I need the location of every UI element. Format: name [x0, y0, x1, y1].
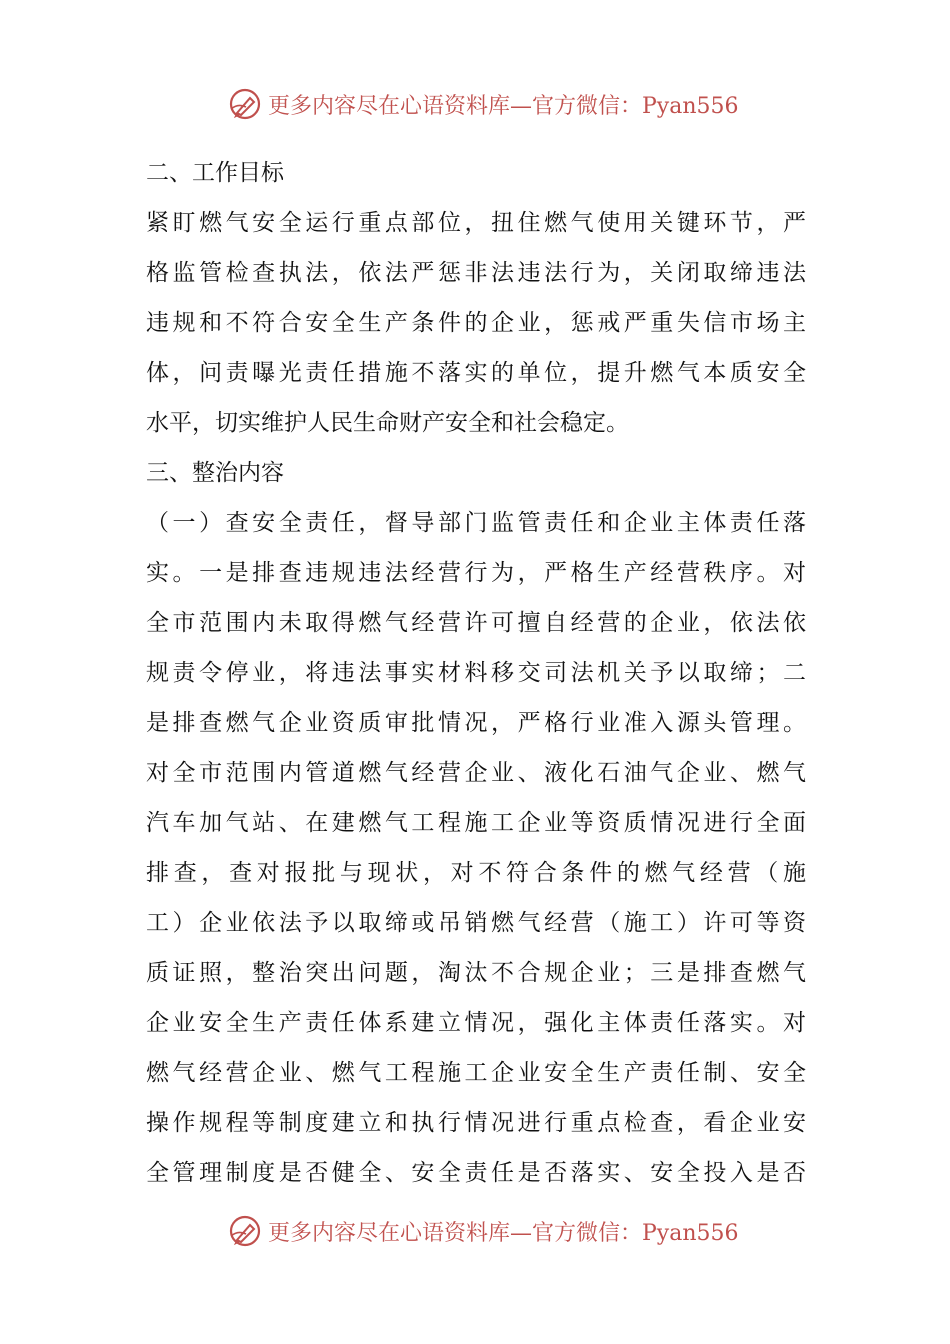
paragraph-line: 燃气经营企业、燃气工程施工企业安全生产责任制、安全 — [146, 1060, 806, 1086]
paragraph-line: 对全市范围内管道燃气经营企业、液化石油气企业、燃气 — [146, 760, 806, 786]
paragraph-line: 体，问责曝光责任措施不落实的单位，提升燃气本质安全 — [146, 360, 806, 386]
paragraph-line: 汽车加气站、在建燃气工程施工企业等资质情况进行全面 — [146, 810, 806, 836]
paragraph-line: 紧盯燃气安全运行重点部位，扭住燃气使用关键环节，严 — [146, 210, 806, 236]
header-banner-text: 更多内容尽在心语资料库—官方微信：Pyan556 — [268, 93, 739, 119]
paragraph-line: （一）查安全责任，督导部门监管责任和企业主体责任落 — [146, 510, 806, 536]
paragraph-line: 全管理制度是否健全、安全责任是否落实、安全投入是否 — [146, 1160, 806, 1186]
section-heading: 三、整治内容 — [146, 460, 284, 486]
paragraph-line: 排查，查对报批与现状，对不符合条件的燃气经营（施 — [146, 860, 806, 886]
paragraph-line: 操作规程等制度建立和执行情况进行重点检查，看企业安 — [146, 1110, 806, 1136]
paragraph-line: 质证照，整治突出问题，淘汰不合规企业；三是排查燃气 — [146, 960, 806, 986]
body-text — [146, 148, 806, 1198]
pen-nib-logo-icon — [228, 87, 262, 121]
pen-nib-logo-icon — [228, 1214, 262, 1248]
paragraph-line: 工）企业依法予以取缔或吊销燃气经营（施工）许可等资 — [146, 910, 806, 936]
paragraph-line: 格监管检查执法，依法严惩非法违法行为，关闭取缔违法 — [146, 260, 806, 286]
paragraph-line: 实。一是排查违规违法经营行为，严格生产经营秩序。对 — [146, 560, 806, 586]
footer-banner-text: 更多内容尽在心语资料库—官方微信：Pyan556 — [268, 1220, 739, 1246]
paragraph-line: 是排查燃气企业资质审批情况，严格行业准入源头管理。 — [146, 710, 806, 736]
footer-banner — [228, 1211, 739, 1251]
paragraph-line: 规责令停业，将违法事实材料移交司法机关予以取缔；二 — [146, 660, 806, 686]
section-heading: 二、工作目标 — [146, 160, 284, 186]
paragraph-line: 违规和不符合安全生产条件的企业，惩戒严重失信市场主 — [146, 310, 806, 336]
paragraph-line: 水平，切实维护人民生命财产安全和社会稳定。 — [146, 410, 629, 436]
header-banner — [228, 84, 739, 124]
paragraph-line: 企业安全生产责任体系建立情况，强化主体责任落实。对 — [146, 1010, 806, 1036]
paragraph-line: 全市范围内未取得燃气经营许可擅自经营的企业，依法依 — [146, 610, 806, 636]
